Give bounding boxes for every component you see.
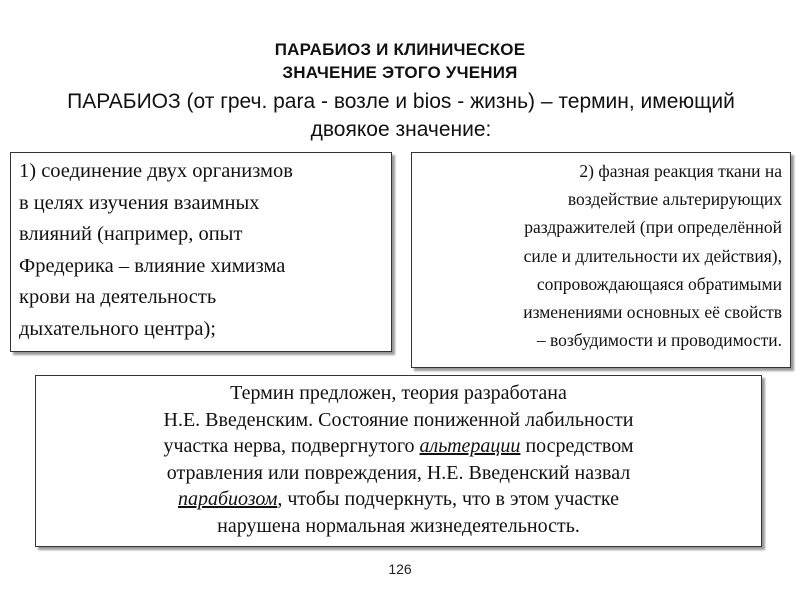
term-text: участка нерва, подвергнутого (163, 435, 420, 457)
meaning-2-text (420, 157, 782, 354)
meaning-2-line: силе и длительности их действия), (523, 245, 782, 266)
term-text: , чтобы подчеркнуть, что в этом участке (277, 488, 619, 510)
term-line (46, 433, 751, 460)
meaning-2-line: изменениями основных её свойств (523, 302, 782, 323)
slide-title (0, 38, 800, 84)
term-line: Термин предложен, теория разработана (230, 382, 567, 404)
meaning-2-line: 2) фазная реакция ткани на (579, 161, 782, 181)
meaning-2-box (411, 152, 791, 368)
meaning-1-line: дыхательного центра); (19, 317, 217, 340)
meaning-2-line: воздействие альтерирующих (567, 189, 782, 210)
meaning-1-line: Фредерика – влияние химизма (19, 254, 286, 277)
alteration-term: альтерации (419, 435, 521, 457)
title-line-1: ПАРАБИОЗ И КЛИНИЧЕСКОЕ (274, 40, 526, 59)
intro-definition (6, 88, 796, 144)
title-line-2: ЗНАЧЕНИЕ ЭТОГО УЧЕНИЯ (282, 63, 518, 82)
term-line (46, 486, 751, 513)
term-line: Н.Е. Введенским. Состояние пониженной лабильности (163, 408, 634, 431)
meaning-2-line: сопровождающаяся обратимыми (536, 273, 782, 294)
term-line: нарушена нормальная жизнедеятельность. (217, 514, 580, 537)
meaning-1-line: влияний (например, опыт (19, 223, 243, 245)
meaning-2-line: раздражителей (при определённой (524, 217, 782, 238)
meaning-1-text (19, 156, 383, 345)
meaning-1-box (10, 152, 392, 352)
intro-line-2: двоякое значение: (310, 118, 492, 141)
term-line: отравления или повреждения, Н.Е. Введенский назвал (166, 461, 631, 484)
meaning-1-line: в целях изучения взаимных (19, 191, 260, 214)
meaning-1-line: 1) соединение двух организмов (19, 160, 293, 182)
page-number: 126 (388, 561, 412, 577)
term-origin-text (46, 380, 751, 539)
term-text: посредством (520, 435, 634, 457)
term-origin-box (35, 375, 762, 547)
intro-line-1: ПАРАБИОЗ (от греч. para - возле и bios - жизнь) – термин, имеющий (67, 90, 735, 113)
meaning-1-line: крови на деятельность (19, 286, 217, 308)
meaning-2-line: – возбудимости и проводимости. (536, 330, 782, 351)
parabiosis-term: парабиозом (178, 488, 278, 510)
